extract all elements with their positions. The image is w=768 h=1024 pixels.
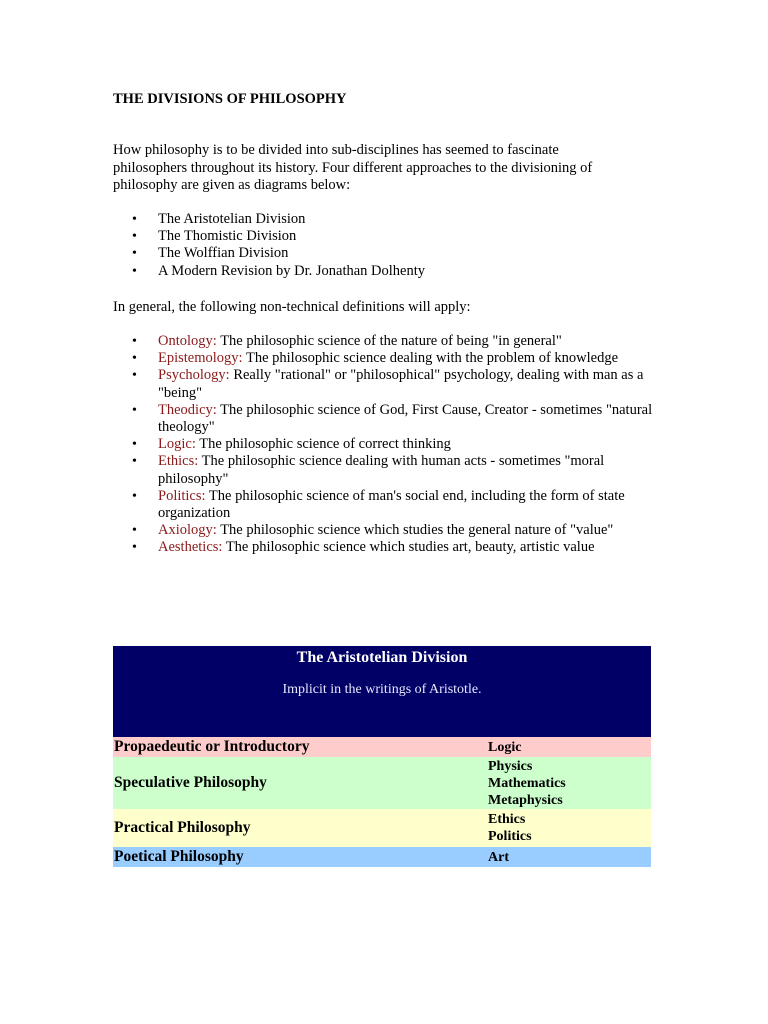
list-item: • The Aristotelian Division bbox=[113, 211, 633, 228]
approaches-list bbox=[113, 211, 633, 280]
division-subject: Logic bbox=[488, 739, 522, 755]
definition-text: The philosophic science dealing with human acts - sometimes "moral philosophy" bbox=[158, 453, 605, 487]
division-title: The Aristotelian Division bbox=[296, 649, 468, 666]
definitions-list bbox=[113, 333, 653, 557]
table-row bbox=[113, 757, 651, 809]
table-row bbox=[113, 847, 651, 867]
intro-paragraph: How philosophy is to be divided into sub-disciplines has seemed to fascinate philosophers throughout its history. Four different approaches to the divisioning of philosophy are given as diagrams below: bbox=[113, 142, 593, 193]
definition-text: The philosophic science of correct thinking bbox=[199, 436, 451, 453]
definition-item bbox=[113, 488, 653, 522]
definition-text: The philosophic science which studies the general nature of "value" bbox=[220, 522, 614, 539]
definition-text: The philosophic science dealing with the problem of knowledge bbox=[245, 350, 619, 367]
page-title: THE DIVISIONS OF PHILOSOPHY bbox=[113, 91, 347, 107]
division-subjects bbox=[486, 757, 651, 809]
definition-item bbox=[113, 453, 653, 487]
definition-text: The philosophic science of man's social end, including the form of state organization bbox=[158, 487, 625, 522]
division-table-header bbox=[113, 646, 651, 737]
aristotelian-division-table bbox=[113, 646, 651, 867]
definition-term: Psychology: bbox=[158, 367, 230, 384]
list-item: • The Thomistic Division bbox=[113, 228, 633, 245]
division-category: Propaedeutic or Introductory bbox=[114, 738, 310, 755]
definition-term: Ethics: bbox=[158, 453, 199, 470]
table-row bbox=[113, 809, 651, 847]
definition-term: Logic: bbox=[158, 436, 196, 453]
definition-item bbox=[113, 350, 653, 367]
division-category: Practical Philosophy bbox=[114, 819, 251, 836]
division-subject: Physics bbox=[488, 758, 533, 774]
definition-item bbox=[113, 522, 653, 539]
division-subject: Ethics bbox=[488, 812, 526, 827]
definition-item bbox=[113, 402, 653, 436]
definition-item bbox=[113, 333, 653, 350]
table-row bbox=[113, 737, 651, 757]
definition-term: Axiology: bbox=[158, 522, 217, 539]
division-subjects bbox=[486, 737, 651, 757]
definition-term: Ontology: bbox=[158, 333, 217, 349]
definition-term: Aesthetics: bbox=[158, 539, 223, 556]
list-item: • A Modern Revision by Dr. Jonathan Dolhenty bbox=[113, 263, 633, 280]
division-subject: Art bbox=[488, 849, 509, 865]
definition-item bbox=[113, 367, 653, 401]
division-subject: Mathematics bbox=[488, 775, 566, 791]
list-item: • The Wolffian Division bbox=[113, 245, 633, 262]
definitions-intro: In general, the following non-technical definitions will apply: bbox=[113, 299, 471, 315]
division-subjects bbox=[486, 847, 651, 867]
definition-term: Theodicy: bbox=[158, 401, 217, 418]
division-category: Speculative Philosophy bbox=[114, 774, 267, 791]
definition-text: The philosophic science of the nature of being "in general" bbox=[220, 333, 562, 349]
definition-term: Politics: bbox=[158, 487, 206, 504]
definition-item bbox=[113, 539, 653, 556]
definition-text: Really "rational" or "philosophical" psychology, dealing with man as a "being" bbox=[158, 367, 644, 401]
division-category: Poetical Philosophy bbox=[114, 848, 244, 865]
division-subjects bbox=[486, 809, 651, 847]
division-subject: Metaphysics bbox=[488, 792, 563, 808]
definition-text: The philosophic science of God, First Cause, Creator - sometimes "natural theology" bbox=[158, 401, 653, 436]
division-subject: Politics bbox=[488, 829, 532, 844]
definition-term: Epistemology: bbox=[158, 350, 243, 367]
division-subtitle: Implicit in the writings of Aristotle. bbox=[282, 682, 482, 697]
definition-item bbox=[113, 436, 653, 453]
definition-text: The philosophic science which studies art, beauty, artistic value bbox=[225, 539, 595, 556]
